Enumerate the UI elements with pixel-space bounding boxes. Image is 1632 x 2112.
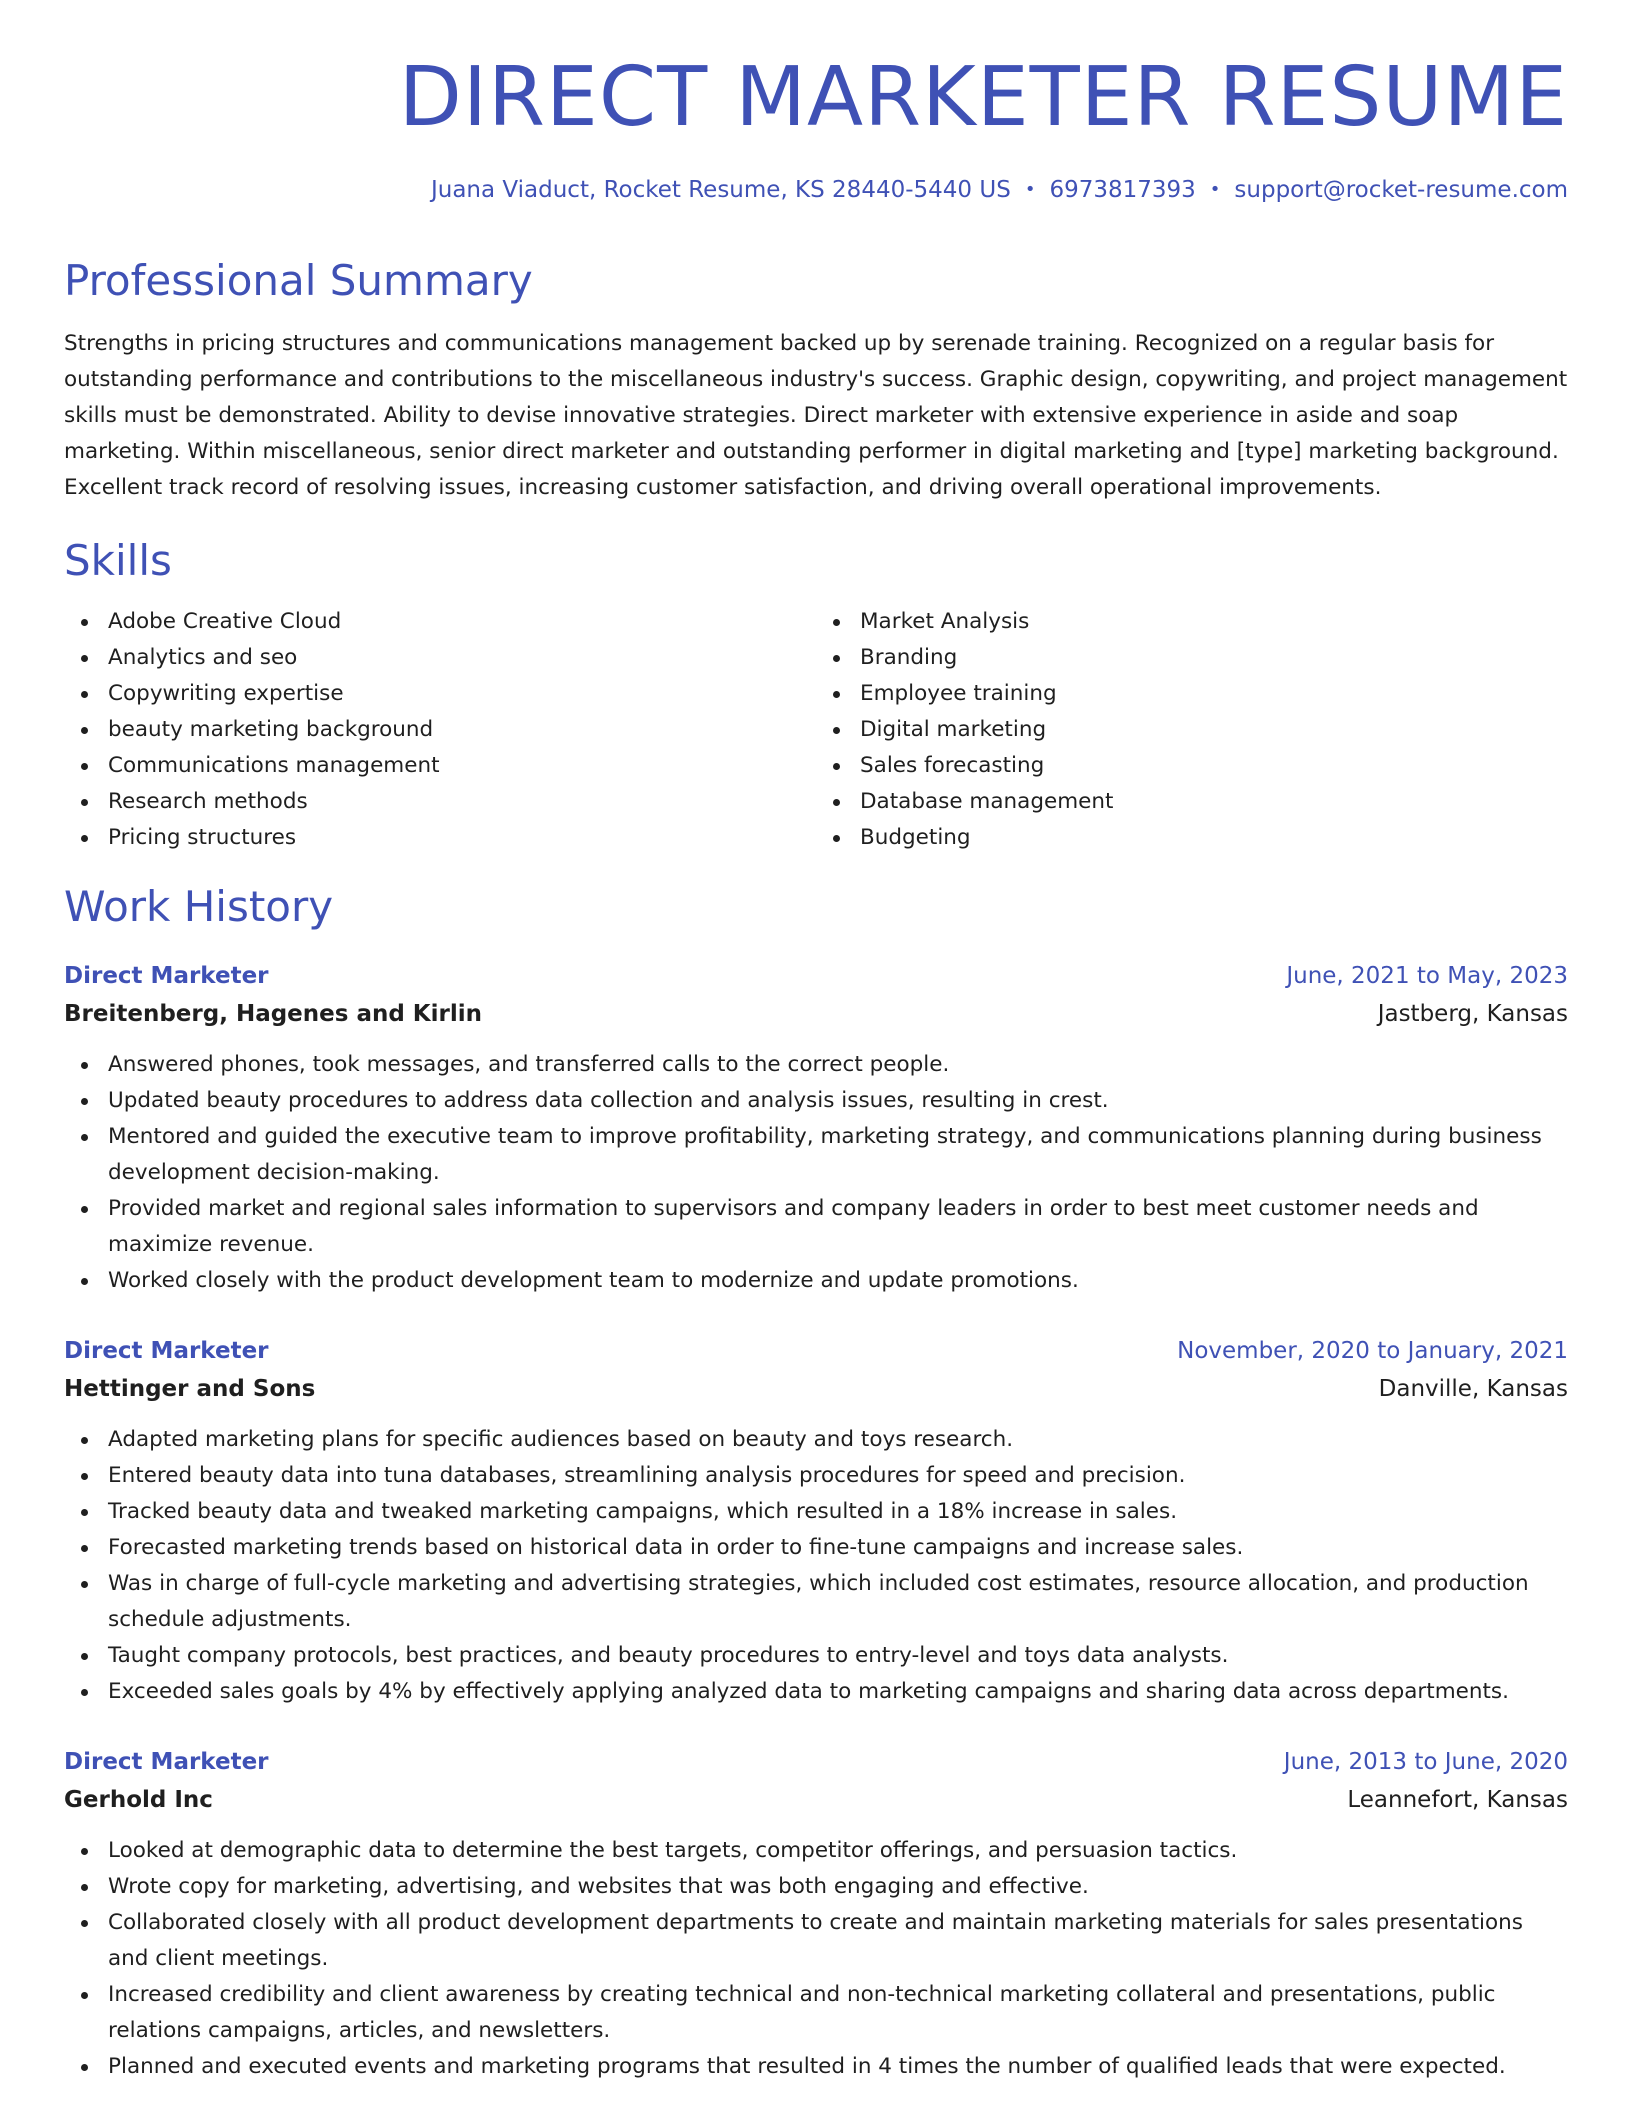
job-subheader [64, 1370, 1568, 1408]
job-company: Breitenberg, Hagenes and Kirlin [64, 1000, 482, 1027]
job-bullet: Planned and executed events and marketing programs that resulted in 4 times the number of qualified leads that were expected. [108, 2049, 1568, 2085]
job-entry [64, 1743, 1568, 2085]
skills-column-right [816, 604, 1568, 856]
job-bullet: Exceeded sales goals by 4% by effectively applying analyzed data to marketing campaigns and sharing data across departments. [108, 1674, 1568, 1710]
job-bullet: Provided market and regional sales information to supervisors and company leaders in order to best meet customer needs and maximize revenue. [108, 1191, 1568, 1263]
job-bullet: Forecasted marketing trends based on historical data in order to fine-tune campaigns and increase sales. [108, 1530, 1568, 1566]
job-bullet: Increased credibility and client awareness by creating technical and non-technical marketing collateral and presentations, public relations campaigns, articles, and newsletters. [108, 1977, 1568, 2049]
skills-column-left [64, 604, 816, 856]
contact-separator: • [1209, 179, 1221, 201]
skill-item: Employee training [860, 676, 1568, 712]
job-bullets [64, 1833, 1568, 2085]
job-bullet: Collaborated closely with all product development departments to create and maintain marketing materials for sales presentations and client meetings. [108, 1905, 1568, 1977]
job-title: Direct Marketer [64, 1748, 269, 1775]
job-bullet: Entered beauty data into tuna databases, streamlining analysis procedures for speed and precision. [108, 1458, 1568, 1494]
job-header [64, 957, 1568, 995]
job-subheader [64, 1781, 1568, 1819]
job-bullet: Was in charge of full-cycle marketing and advertising strategies, which included cost estimates, resource allocation, and production schedule adjustments. [108, 1566, 1568, 1638]
skill-item: Pricing structures [108, 820, 816, 856]
skill-item: Adobe Creative Cloud [108, 604, 816, 640]
contact-phone: 6973817393 [1049, 177, 1196, 204]
job-dates: June, 2021 to May, 2023 [1286, 962, 1568, 989]
contact-email[interactable]: support@rocket-resume.com [1234, 177, 1568, 204]
skill-item: Branding [860, 640, 1568, 676]
job-bullet: Tracked beauty data and tweaked marketing campaigns, which resulted in a 18% increase in sales. [108, 1494, 1568, 1530]
job-location: Danville, Kansas [1378, 1375, 1568, 1402]
job-title: Direct Marketer [64, 962, 269, 989]
skill-item: Communications management [108, 748, 816, 784]
skills-list [64, 604, 1568, 856]
job-bullet: Worked closely with the product development team to modernize and update promotions. [108, 1263, 1568, 1299]
summary-text: Strengths in pricing structures and communications management backed up by serenade training. Recognized on a regular basis for outstanding performance and contributions to the miscellaneous industry's success. Graphic design, copywriting, and project management skills must be demonstrated. Ability to devise innovative strategies. Direct marketer with extensive experience in aside and soap marketing. Within miscellaneous, senior direct marketer and outstanding performer in digital marketing and [type] marketing background. Excellent track record of resolving issues, increasing customer satisfaction, and driving overall operational improvements. [64, 331, 1568, 501]
job-bullet: Taught company protocols, best practices, and beauty procedures to entry-level and toys data analysts. [108, 1638, 1568, 1674]
job-subheader [64, 995, 1568, 1033]
contact-line [64, 177, 1568, 205]
job-header [64, 1332, 1568, 1370]
job-bullet: Updated beauty procedures to address data collection and analysis issues, resulting in crest. [108, 1083, 1568, 1119]
skill-item: Copywriting expertise [108, 676, 816, 712]
skills-heading: Skills [64, 536, 172, 586]
skill-item: Budgeting [860, 820, 1568, 856]
resume-title: DIRECT MARKETER RESUME [398, 50, 1568, 145]
skill-item: Research methods [108, 784, 816, 820]
contact-address: Juana Viaduct, Rocket Resume, KS 28440-5440 US [430, 177, 1011, 204]
skill-item: Sales forecasting [860, 748, 1568, 784]
job-bullet: Adapted marketing plans for specific audiences based on beauty and toys research. [108, 1422, 1568, 1458]
job-header [64, 1743, 1568, 1781]
skill-item: beauty marketing background [108, 712, 816, 748]
job-bullets [64, 1422, 1568, 1710]
job-bullet: Wrote copy for marketing, advertising, and websites that was both engaging and effective. [108, 1869, 1568, 1905]
skill-item: Digital marketing [860, 712, 1568, 748]
job-company: Hettinger and Sons [64, 1375, 316, 1402]
job-dates: June, 2013 to June, 2020 [1283, 1748, 1568, 1775]
job-entry [64, 1332, 1568, 1710]
job-company: Gerhold Inc [64, 1786, 213, 1813]
skill-item: Market Analysis [860, 604, 1568, 640]
skill-item: Analytics and seo [108, 640, 816, 676]
work-history-heading: Work History [64, 882, 334, 932]
contact-separator: • [1024, 179, 1036, 201]
job-dates: November, 2020 to January, 2021 [1177, 1337, 1568, 1364]
job-bullet: Looked at demographic data to determine the best targets, competitor offerings, and persuasion tactics. [108, 1833, 1568, 1869]
job-location: Jastberg, Kansas [1377, 1000, 1568, 1027]
job-bullets [64, 1047, 1568, 1299]
summary-heading: Professional Summary [64, 255, 533, 305]
job-title: Direct Marketer [64, 1337, 269, 1364]
job-bullet: Answered phones, took messages, and transferred calls to the correct people. [108, 1047, 1568, 1083]
skill-item: Database management [860, 784, 1568, 820]
job-bullet: Mentored and guided the executive team to improve profitability, marketing strategy, and communications planning during business development decision-making. [108, 1119, 1568, 1191]
job-location: Leannefort, Kansas [1347, 1786, 1568, 1813]
job-entry [64, 957, 1568, 1299]
